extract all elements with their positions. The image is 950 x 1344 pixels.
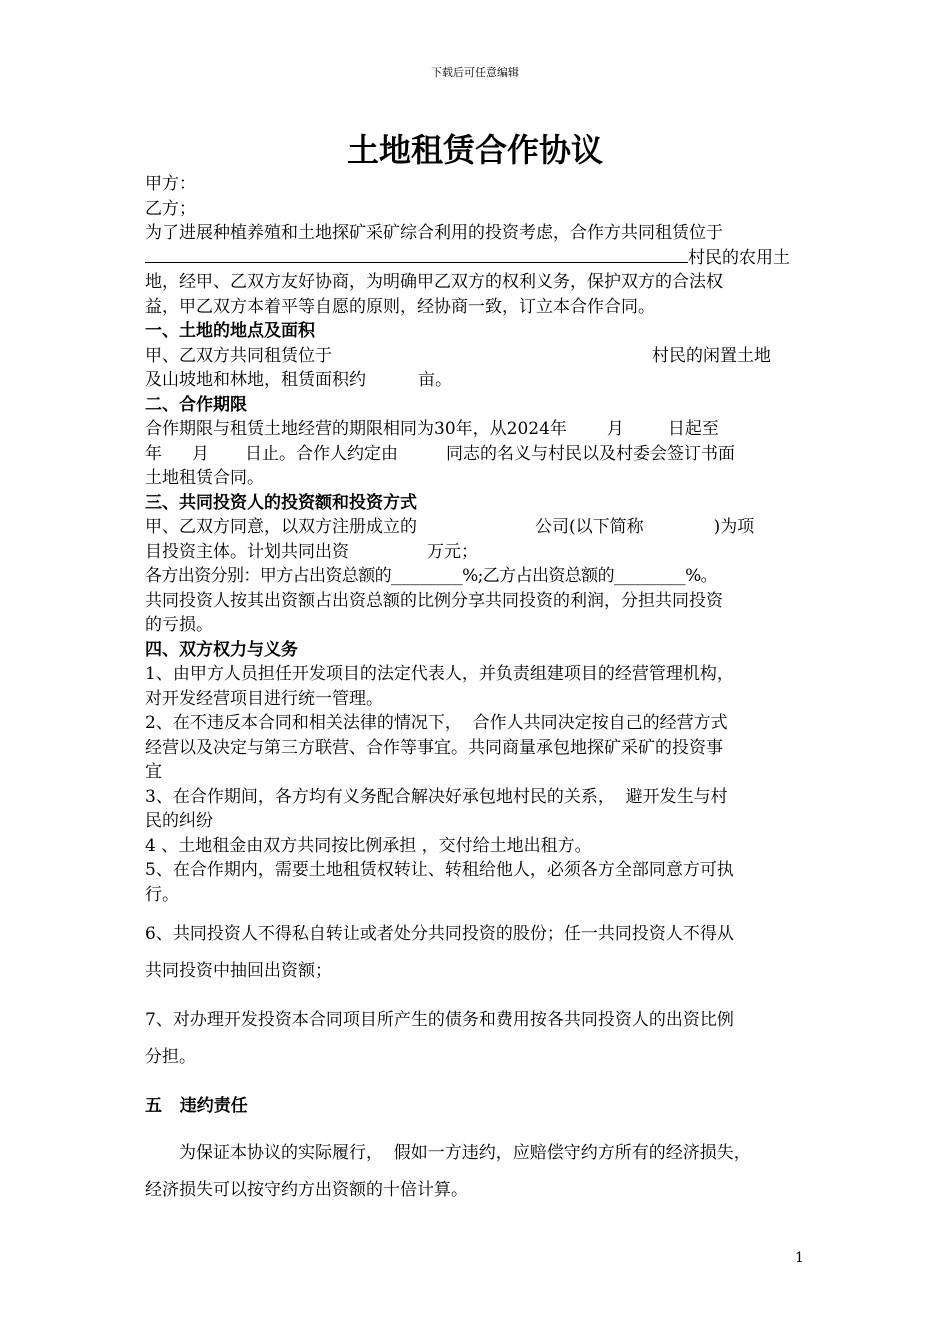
section-line: 及山坡地和林地，租赁面积约 亩。 <box>145 370 452 390</box>
intro-line: 益，甲乙双方本着平等自愿的原则，经协商一致，订立本合作合同。 <box>145 296 655 317</box>
section-line: 合作期限与租赁土地经营的期限相同为30年，从2024年 月 日起至 <box>145 419 719 439</box>
section-heading: 五 违约责任 <box>145 1096 248 1116</box>
section-line: 年 月 日止。合作人约定由 同志的名义与村民以及村委会签订书面 <box>145 443 735 464</box>
section-heading: 四、双方权力与义务 <box>145 639 298 660</box>
party-b-line: 乙方； <box>145 198 196 219</box>
list-item: 对开发经营项目进行统一管理。 <box>145 688 383 709</box>
document-title: 土地租赁合作协议 <box>346 131 603 169</box>
intro-line: 为了进展种植养殖和土地探矿采矿综合利用的投资考虑，合作方共同租赁位于 <box>145 223 723 243</box>
list-item: 4 、土地租金由双方共同按比例承担 ，交付给土地出租方。 <box>145 835 592 856</box>
section-line: 各方出资分别：甲方占出资总额的_________%;乙方占出资总额的_________%。 <box>145 566 718 586</box>
paragraph-line: 为保证本协议的实际履行， 假如一方违约，应赔偿守约方所有的经济损失， <box>179 1143 751 1163</box>
section-heading: 三、共同投资人的投资额和投资方式 <box>145 492 417 513</box>
party-a-line: 甲方： <box>145 174 196 194</box>
list-item: 2、在不违反本合同和相关法律的情况下， 合作人共同决定按自己的经营方式 <box>145 713 728 733</box>
list-item: 分担。 <box>145 1047 196 1067</box>
list-item: 5、在合作期内，需要土地租赁权转让、转租给他人，必须各方全部同意方可执 <box>145 860 734 880</box>
page-header: 下载后可任意编辑 <box>431 66 519 79</box>
blank-underline <box>145 247 688 263</box>
section-line: 共同投资人按其出资额占出资总额的比例分享共同投资的利润，分担共同投资 <box>145 590 723 611</box>
list-item: 经营以及决定与第三方联营、合作等事宜。共同商量承包地探矿采矿的投资事 <box>145 737 723 758</box>
list-item: 6、共同投资人不得私自转让或者处分共同投资的股份；任一共同投资人不得从 <box>145 924 734 944</box>
section-line: 土地租赁合同。 <box>145 468 264 488</box>
section-heading: 二、合作期限 <box>145 394 247 415</box>
list-item: 宜 <box>145 762 162 782</box>
list-item: 行。 <box>145 884 179 905</box>
list-item: 民的纠纷 <box>145 811 213 831</box>
list-item: 7、对办理开发投资本合同项目所产生的债务和费用按各共同投资人的出资比例 <box>145 1010 734 1030</box>
section-line: 的亏损。 <box>145 615 213 635</box>
intro-line: 地，经甲、乙双方友好协商，为明确甲乙双方的权利义务，保护双方的合法权 <box>145 272 723 292</box>
page-number: 1 <box>795 1250 804 1266</box>
intro-line: 村民的农用土 <box>145 246 810 271</box>
section-line: 甲、乙双方同意，以双方注册成立的 公司(以下简称 )为项 <box>145 517 755 537</box>
section-line: 甲、乙双方共同租赁位于 村民的闲置土地 <box>145 345 771 366</box>
list-item: 1、由甲方人员担任开发项目的法定代表人，并负责组建项目的经营管理机构， <box>145 664 734 684</box>
section-heading: 一、土地的地点及面积 <box>145 321 315 341</box>
paragraph-line: 经济损失可以按守约方出资额的十倍计算。 <box>145 1180 468 1200</box>
section-line: 目投资主体。计划共同出资 万元； <box>145 541 478 562</box>
document-body <box>145 172 810 1209</box>
list-item: 共同投资中抽回出资额； <box>145 961 332 981</box>
list-item: 3、在合作期间，各方均有义务配合解决好承包地村民的关系， 避开发生与村 <box>145 786 728 807</box>
